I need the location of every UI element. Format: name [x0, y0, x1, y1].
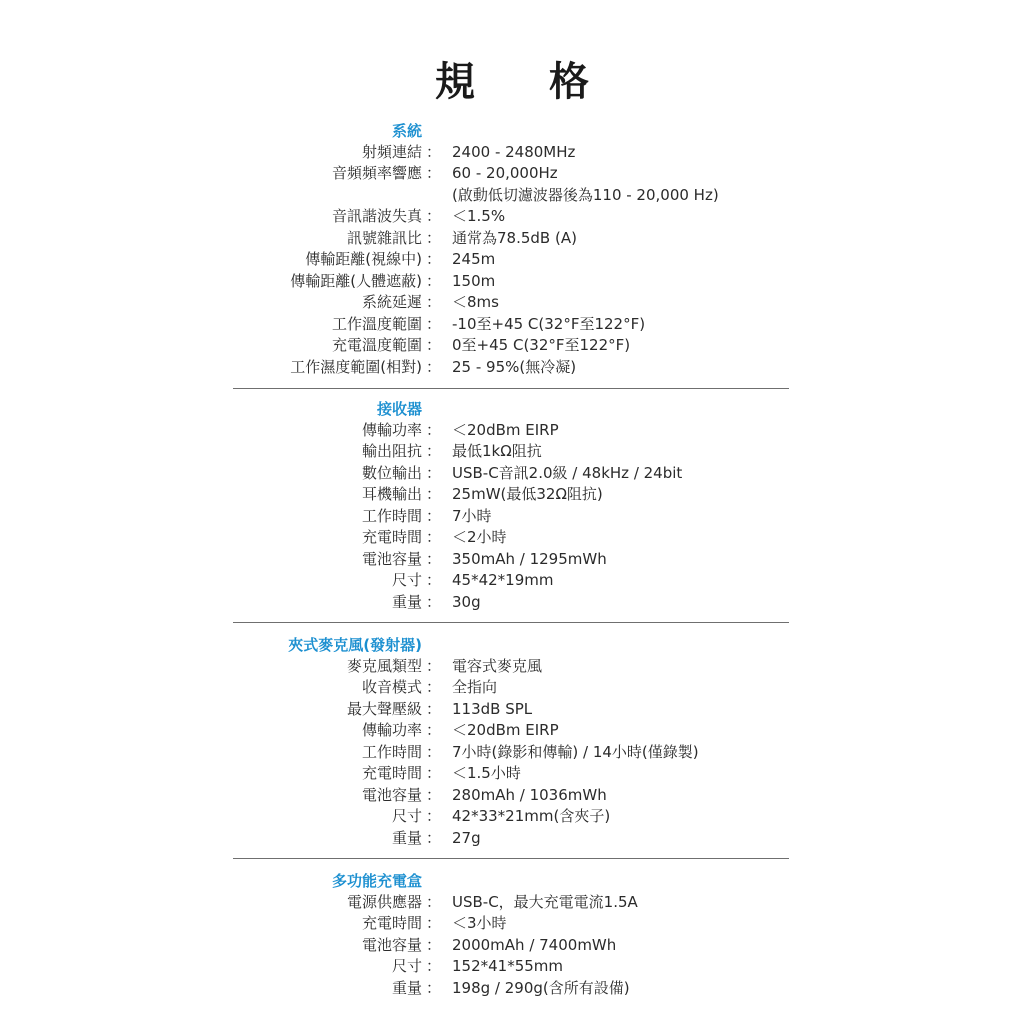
spec-colon: ：	[426, 528, 442, 546]
spec-row	[0, 720, 1024, 742]
spec-value: 113dB SPL	[452, 699, 533, 718]
spec-label: 系統延遲	[361, 293, 422, 311]
spec-label: 訊號雜訊比	[346, 228, 422, 247]
section-divider	[233, 858, 789, 859]
spec-colon: ：	[426, 892, 442, 911]
spec-colon: ：	[426, 957, 442, 975]
spec-colon: ：	[426, 357, 442, 376]
spec-value: 280mAh / 1036mWh	[452, 785, 607, 804]
spec-value: 150m	[452, 271, 496, 290]
spec-label: 麥克風類型	[346, 656, 422, 675]
spec-value: 350mAh / 1295mWh	[452, 549, 607, 568]
spec-row	[0, 677, 1024, 699]
spec-row	[0, 249, 1024, 271]
spec-label: 工作溫度範圍	[331, 314, 422, 333]
spec-colon: ：	[426, 978, 442, 997]
spec-row	[0, 463, 1024, 485]
spec-label: 電源供應器	[346, 892, 422, 911]
spec-colon: ：	[426, 142, 442, 161]
spec-label: 重量	[391, 592, 422, 611]
spec-row	[0, 206, 1024, 228]
spec-value: 152*41*55mm	[452, 957, 564, 975]
spec-row	[0, 441, 1024, 463]
spec-colon: ：	[426, 506, 442, 525]
spec-colon: ：	[426, 228, 442, 247]
spec-colon: ：	[426, 764, 442, 782]
spec-colon: ：	[426, 699, 442, 718]
spec-row	[0, 314, 1024, 336]
spec-value: ＜20dBm EIRP	[452, 420, 559, 439]
spec-value: 2400 - 2480MHz	[452, 142, 576, 161]
spec-label: 重量	[391, 978, 422, 997]
spec-row	[0, 357, 1024, 379]
spec-row	[0, 956, 1024, 978]
section-divider	[233, 388, 789, 389]
spec-label: 工作時間	[361, 742, 422, 761]
spec-row	[0, 806, 1024, 828]
spec-value: 25mW(最低32Ω阻抗)	[452, 485, 603, 503]
spec-value: 全指向	[452, 678, 498, 696]
spec-value: 198g / 290g(含所有設備)	[452, 978, 630, 997]
spec-value: ＜8ms	[452, 293, 499, 311]
spec-colon: ：	[426, 442, 442, 460]
spec-value: 30g	[452, 592, 481, 611]
spec-label: 射頻連結	[361, 142, 422, 161]
section-heading: 多功能充電盒	[331, 872, 422, 890]
spec-label: 工作濕度範圍(相對)	[290, 357, 422, 376]
spec-row	[0, 292, 1024, 314]
spec-label: 傳輸距離(視線中)	[305, 250, 422, 268]
spec-label: 工作時間	[361, 506, 422, 525]
spec-value: USB-C，最大充電電流1.5A	[452, 892, 638, 911]
spec-colon: ：	[426, 314, 442, 333]
spec-label: 電池容量	[361, 935, 422, 954]
spec-value: 45*42*19mm	[452, 571, 554, 589]
spec-row	[0, 978, 1024, 1000]
spec-value: ＜1.5%	[452, 207, 506, 225]
spec-row	[0, 656, 1024, 678]
spec-row	[0, 742, 1024, 764]
section-heading: 接收器	[376, 400, 422, 418]
spec-label: 數位輸出	[361, 463, 422, 482]
spec-label: 音頻頻率響應	[331, 164, 422, 182]
spec-label: 音訊諧波失真	[331, 207, 422, 225]
spec-colon: ：	[426, 828, 442, 847]
spec-row	[0, 271, 1024, 293]
spec-colon: ：	[426, 571, 442, 589]
spec-colon: ：	[426, 463, 442, 482]
spec-row	[0, 335, 1024, 357]
spec-value: 245m	[452, 250, 496, 268]
spec-row	[0, 785, 1024, 807]
spec-row	[0, 549, 1024, 571]
spec-row	[0, 763, 1024, 785]
spec-label: 電池容量	[361, 549, 422, 568]
spec-row	[0, 570, 1024, 592]
section-heading: 夾式麥克風(發射器)	[288, 636, 422, 654]
spec-label: 充電時間	[361, 528, 422, 546]
spec-value: 7小時	[452, 506, 492, 525]
spec-colon: ：	[426, 549, 442, 568]
spec-label: 傳輸距離(人體遮蔽)	[290, 271, 422, 290]
spec-label: 尺寸	[391, 807, 422, 825]
spec-value: ＜1.5小時	[452, 764, 521, 782]
spec-row	[0, 163, 1024, 185]
spec-row	[0, 892, 1024, 914]
spec-row	[0, 527, 1024, 549]
spec-colon: ：	[426, 293, 442, 311]
spec-row	[0, 228, 1024, 250]
spec-colon: ：	[426, 485, 442, 503]
spec-row	[0, 142, 1024, 164]
spec-value: ＜3小時	[452, 914, 507, 932]
spec-colon: ：	[426, 420, 442, 439]
section-heading: 系統	[391, 122, 422, 140]
spec-value: USB-C音訊2.0級 / 48kHz / 24bit	[452, 463, 683, 482]
spec-colon: ：	[426, 721, 442, 739]
spec-value: 25 - 95%(無冷凝)	[452, 357, 577, 376]
spec-label: 充電溫度範圍	[331, 336, 422, 354]
spec-value: -10至+45 C(32°F至122°F)	[452, 314, 646, 333]
spec-colon: ：	[426, 336, 442, 354]
spec-value: 27g	[452, 828, 481, 847]
spec-label: 收音模式	[361, 678, 422, 696]
spec-value: 2000mAh / 7400mWh	[452, 935, 617, 954]
spec-row	[0, 699, 1024, 721]
spec-colon: ：	[426, 914, 442, 932]
spec-value: 60 - 20,000Hz	[452, 164, 558, 182]
spec-label: 充電時間	[361, 764, 422, 782]
spec-row	[0, 420, 1024, 442]
spec-label: 傳輸功率	[361, 420, 422, 439]
spec-value: ＜2小時	[452, 528, 507, 546]
spec-row	[0, 506, 1024, 528]
spec-row	[0, 185, 1024, 207]
spec-value: (啟動低切濾波器後為110 - 20,000 Hz)	[452, 185, 719, 204]
spec-value: 通常為78.5dB (A)	[452, 228, 577, 247]
spec-label: 尺寸	[391, 957, 422, 975]
spec-colon: ：	[426, 164, 442, 182]
spec-colon: ：	[426, 592, 442, 611]
spec-colon: ：	[426, 785, 442, 804]
spec-label: 輸出阻抗	[361, 442, 422, 460]
spec-colon: ：	[426, 207, 442, 225]
spec-label: 傳輸功率	[361, 721, 422, 739]
spec-label: 耳機輸出	[361, 485, 422, 503]
spec-value: 7小時(錄影和傳輸) / 14小時(僅錄製)	[452, 742, 699, 761]
spec-value: ＜20dBm EIRP	[452, 721, 559, 739]
spec-value: 最低1kΩ阻抗	[452, 442, 542, 460]
spec-row	[0, 592, 1024, 614]
spec-value: 電容式麥克風	[452, 656, 543, 675]
section-divider	[233, 622, 789, 623]
spec-row	[0, 935, 1024, 957]
spec-row	[0, 828, 1024, 850]
spec-colon: ：	[426, 678, 442, 696]
spec-colon: ：	[426, 935, 442, 954]
spec-label: 最大聲壓級	[346, 699, 422, 718]
spec-row	[0, 484, 1024, 506]
spec-value: 42*33*21mm(含夾子)	[452, 807, 611, 825]
spec-colon: ：	[426, 250, 442, 268]
spec-colon: ：	[426, 807, 442, 825]
spec-label: 重量	[391, 828, 422, 847]
spec-label: 尺寸	[391, 571, 422, 589]
spec-label: 電池容量	[361, 785, 422, 804]
spec-value: 0至+45 C(32°F至122°F)	[452, 336, 631, 354]
spec-label: 充電時間	[361, 914, 422, 932]
spec-colon: ：	[426, 271, 442, 290]
spec-row	[0, 913, 1024, 935]
spec-colon: ：	[426, 742, 442, 761]
page-title: 規 格	[435, 59, 619, 105]
spec-colon: ：	[426, 656, 442, 675]
